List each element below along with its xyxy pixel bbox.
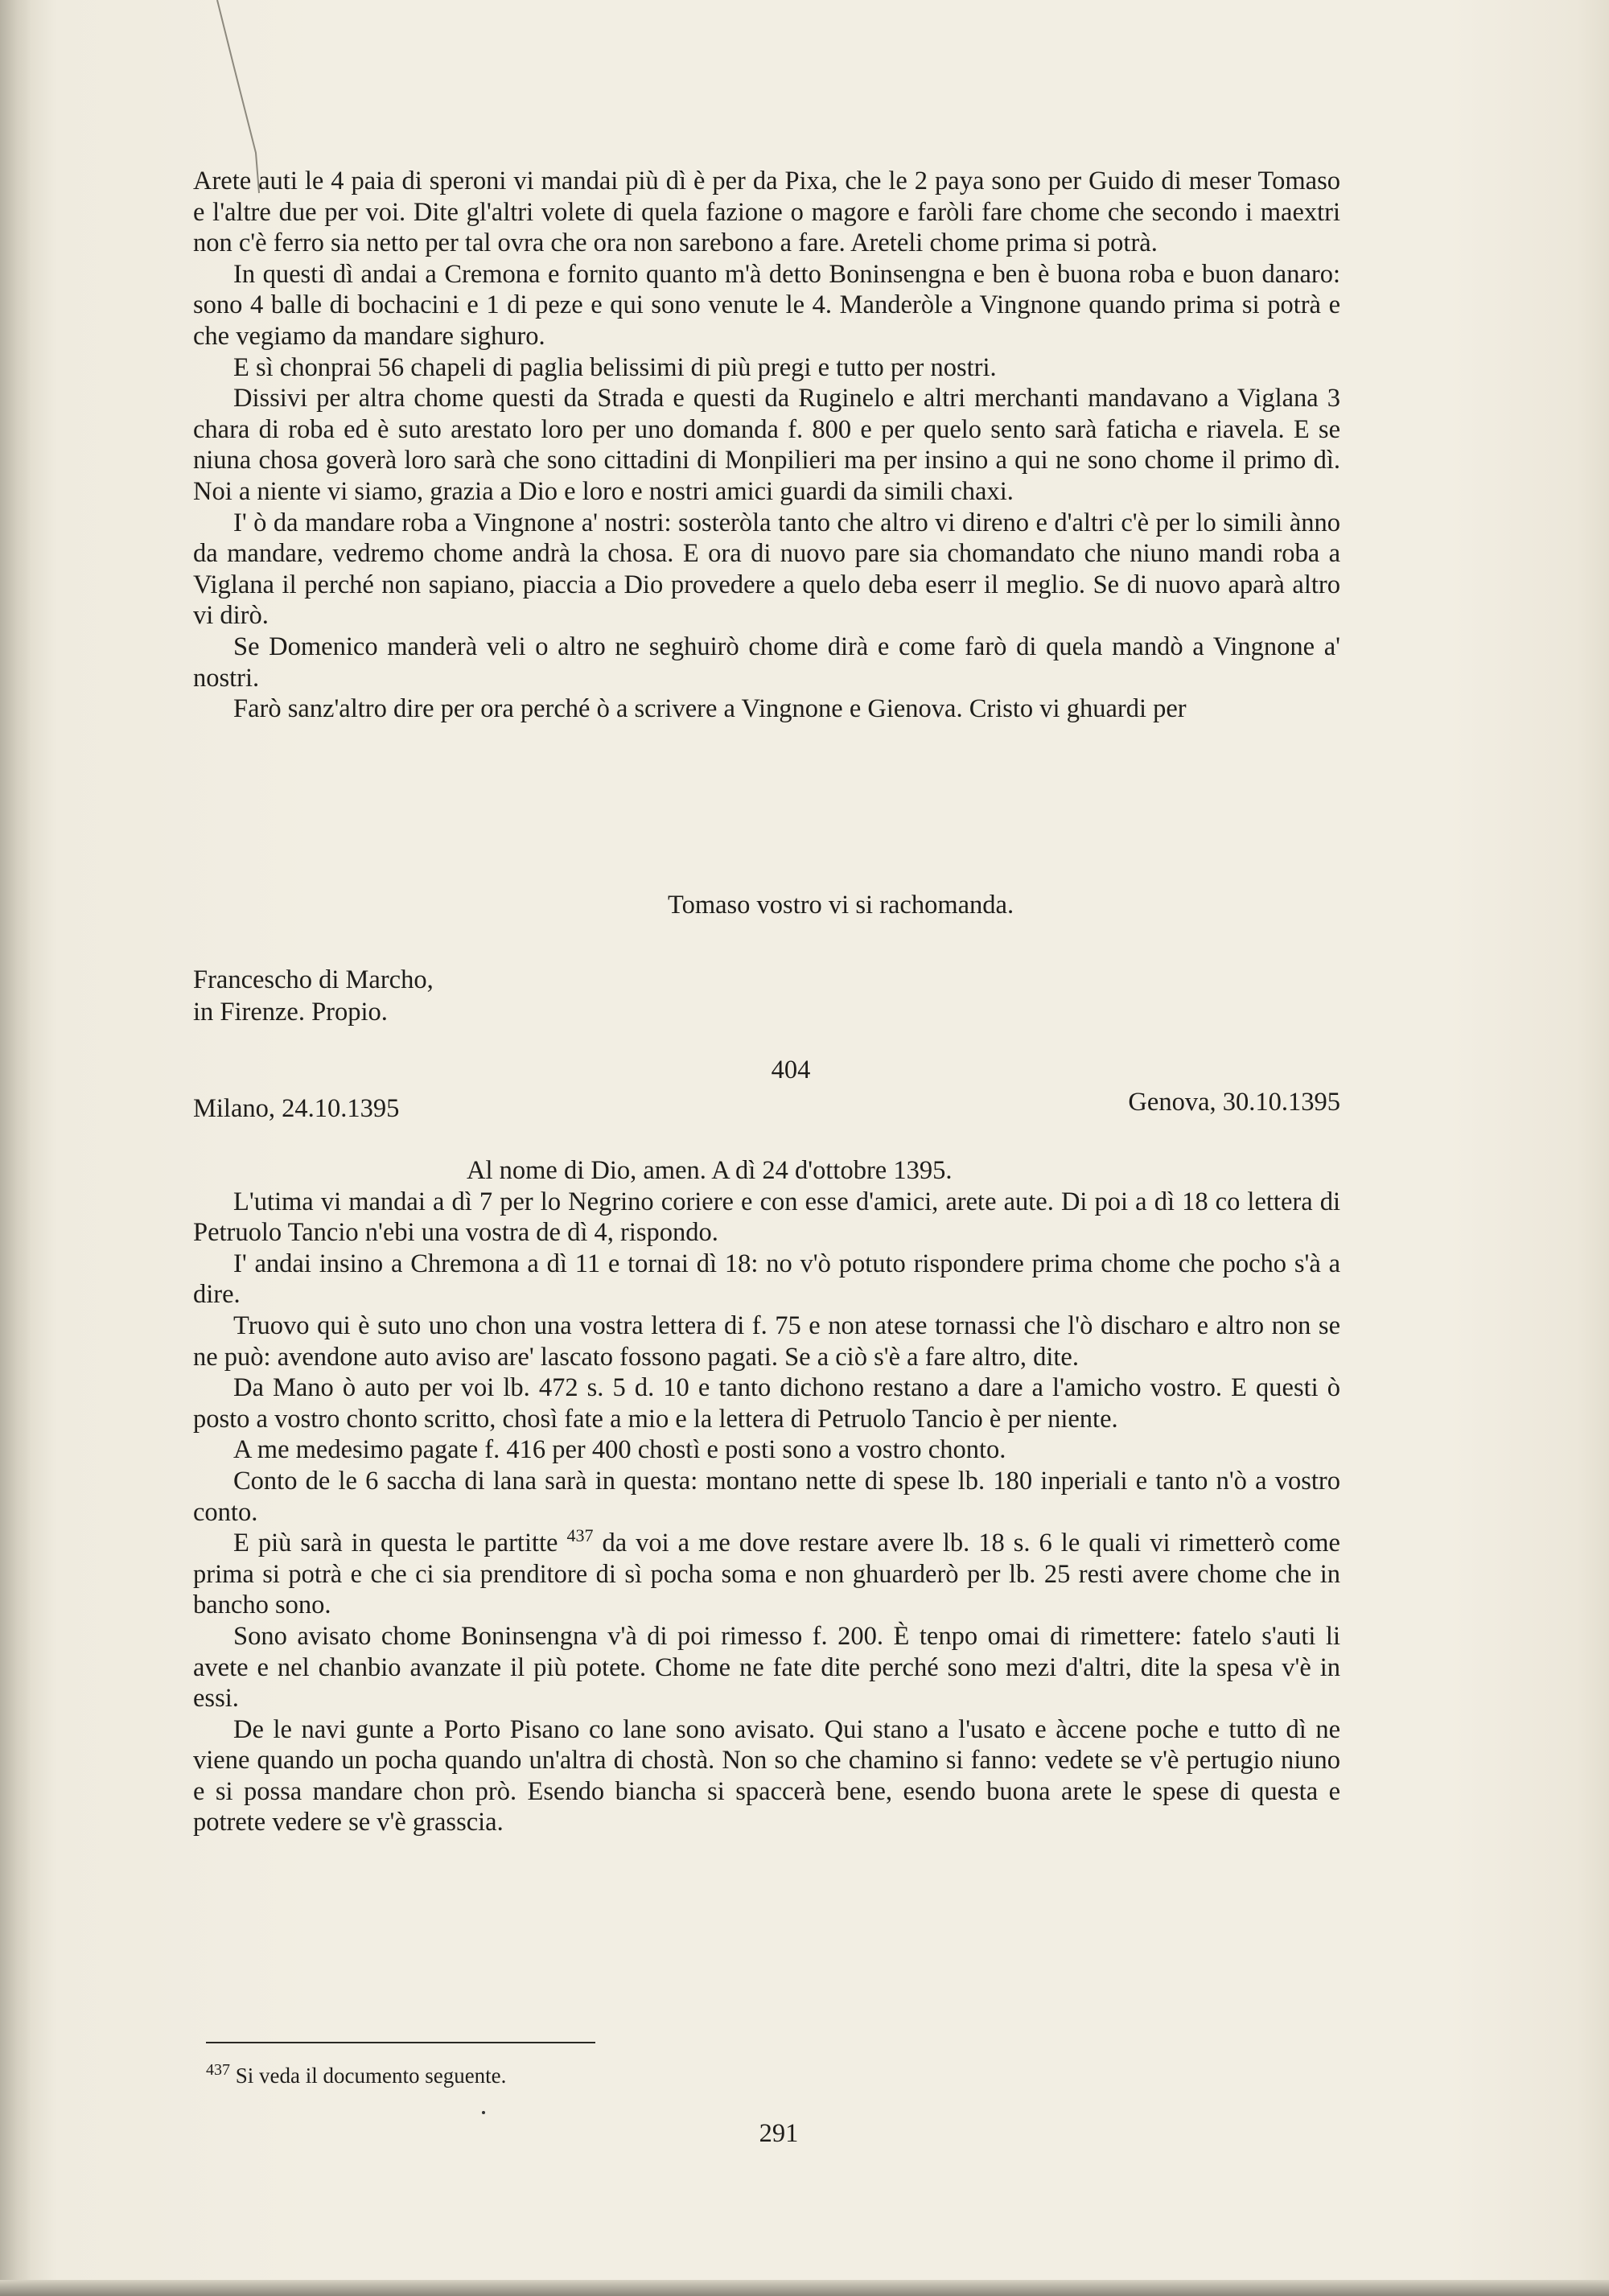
speck	[482, 2111, 485, 2114]
paragraph: Da Mano ò auto per voi lb. 472 s. 5 d. 10 e tanto dichono restano a dare a l'amicho vostro. E questi ò posto a vostro chonto scritto, chosì fate a mio e la lettera di Petruolo Tancio è per niente.	[193, 1373, 1340, 1434]
paragraph: I' ò da mandare roba a Vingnone a' nostri: sosteròla tanto che altro vi direno e d'altri c'è per lo simili ànno da mandare, vedremo chome andrà la chosa. E ora di nuovo pare sia chomandato che niuno mandi roba a Viglana il perché non sapiano, piaccia a Dio provedere a quelo deba eserr il meglio. Se di nuovo aparà altro vi dirò.	[193, 508, 1340, 631]
paragraph: In questi dì andai a Cremona e fornito quanto m'à detto Boninsengna e ben è buona roba e buon danaro: sono 4 balle di bochacini e 1 di peze e qui sono venute le 4. Manderòle a Vingnone quando prima si potrà e che vegiamo da mandare sighuro.	[193, 259, 1340, 351]
paragraph: Se Domenico manderà veli o altro ne seghuirò chome dirà e come farò di quela mandò a Vingnone a' nostri.	[193, 632, 1340, 693]
page-bottom-edge	[0, 2280, 1609, 2296]
paragraph: Arete auti le 4 paia di speroni vi mandai più dì è per da Pixa, che le 2 paya sono per Guido di meser Tomaso e l'altre due per voi. Dite gl'altri volete di quela fazione o magore e faròli fare chome che secondo i maextri non c'è ferro sia netto per tal ovra che ora non sarebono a fare. Areteli chome prima si potrà.	[193, 167, 1340, 258]
footnote	[206, 2061, 506, 2088]
paragraph: De le navi gunte a Porto Pisano co lane sono avisato. Qui stano a l'usato e àccene poche e tutto dì ne viene quando un pocha quando un'altra di chostà. Non so che chamino si fanno: vedete se v'è pertugio niuno e si possa mandare chon prò. Esendo biancha si spaccerà bene, esendo buona arete le spese di questa e potrete vedere se v'è grasscia.	[193, 1714, 1340, 1837]
footnote-number: 437	[206, 2061, 230, 2079]
binding-crease	[0, 0, 31, 2296]
paragraph: Conto de le 6 saccha di lana sarà in questa: montano nette di spese lb. 180 inperiali e tanto n'ò a vostro conto.	[193, 1466, 1340, 1527]
page-number: 291	[759, 2119, 799, 2148]
paragraph: L'utima vi mandai a dì 7 per lo Negrino coriere e con esse d'amici, arete aute. Di poi a dì 18 co lettera di Petruolo Tancio n'ebi una vostra de dì 4, rispondo.	[193, 1187, 1340, 1248]
address-line: Francescho di Marcho,	[193, 965, 434, 994]
document-number: 404	[771, 1055, 811, 1084]
paragraph: Truovo qui è suto uno chon una vostra lettera di f. 75 e non atese tornassi che l'ò discharo e altro non se ne può: avendone auto aviso are' lascato fossono pagati. Se a ciò s'è a fare altro, dite.	[193, 1311, 1340, 1372]
salutation: Al nome di Dio, amen. A dì 24 d'ottobre 1395.	[467, 1156, 953, 1185]
footnote-marker: 437	[566, 1525, 594, 1546]
paragraph-part: E più sarà in questa le partitte	[233, 1529, 567, 1558]
paragraph: E sì chonprai 56 chapeli di paglia belissimi di più pregi e tutto per nostri.	[233, 352, 997, 382]
origin-place-date: Milano, 24.10.1395	[193, 1094, 400, 1123]
paragraph: Sono avisato chome Boninsengna v'à di poi rimesso f. 200. È tenpo omai di rimettere: fatelo s'auti li avete e nel chanbio avanzate il più potete. Chome ne fate dite perché sono mezi d'altri, dite la spesa v'è in essi.	[193, 1621, 1340, 1714]
paragraph	[193, 1525, 1340, 1621]
footnote-text: Si veda il documento seguente.	[235, 2064, 507, 2088]
address-line: in Firenze. Propio.	[193, 998, 388, 1027]
address-block	[193, 964, 434, 1028]
signature-line: Tomaso vostro vi si rachomanda.	[668, 891, 1014, 920]
footnote-separator	[206, 2042, 595, 2043]
paragraph: I' andai insino a Chremona a dì 11 e tornai dì 18: no v'ò potuto rispondere prima chome che pocho s'à a dire.	[193, 1249, 1340, 1310]
letter-404-body	[193, 1155, 1340, 1838]
destination-place-date: Genova, 30.10.1395	[1128, 1088, 1340, 1117]
letter-403-continuation	[193, 166, 1340, 725]
paragraph: Dissivi per altra chome questi da Strada e questi da Ruginelo e altri merchanti mandavano a Viglana 3 chara di roba ed è suto arestato loro per uno domanda f. 800 e per quelo sento sarà faticha e riavela. E se niuna chosa goverà loro sarà che sono cittadini di Monpilieri ma per insino a qui ne sono chome il primo dì. Noi a niente vi siamo, grazia a Dio e loro e nostri amici guardi da simili chaxi.	[193, 384, 1340, 506]
paragraph-part: da voi a me dove restare avere lb. 18 s. 6 le quali vi rimetterò come prima si potrà e che ci sia prenditore di sì pocha soma e non ghuarderò per lb. 25 resti avere chome che in bancho sono.	[193, 1529, 1340, 1620]
paragraph: Farò sanz'altro dire per ora perché ò a scrivere a Vingnone e Gienova. Cristo vi ghuardi per	[233, 694, 1187, 724]
paragraph: A me medesimo pagate f. 416 per 400 chostì e posti sono a vostro chonto.	[233, 1435, 1006, 1465]
